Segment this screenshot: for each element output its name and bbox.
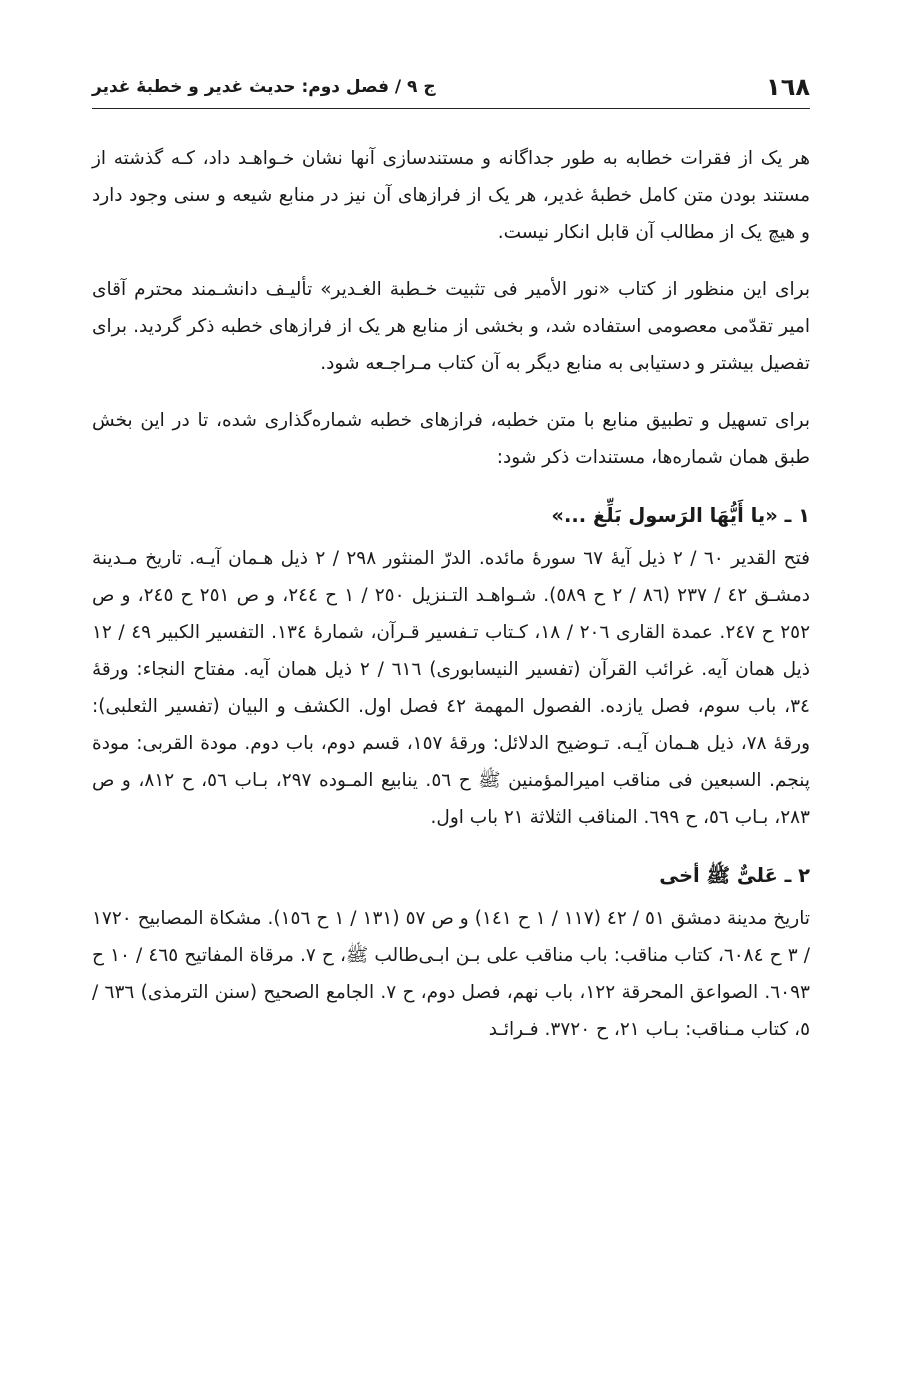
book-page bbox=[92, 0, 810, 1390]
page-number: ١٦٨ bbox=[766, 73, 810, 101]
paragraph: هر یک از فقرات خطابه به طور جداگانه و مستندسازی آنها نشان خـواهـد داد، کـه گذشته از مستند بودن متن کامل خطبهٔ غدیر، هر یک از فرازهای آن نیز در منابع شیعه و سنی وجود دارد و هیچ یک از مطالب آن قابل انکار نیست. bbox=[92, 148, 810, 243]
section-heading: ١ ـ «یا أَیُّهَا الرَسول بَلِّغ ...» bbox=[551, 504, 810, 527]
page-body bbox=[92, 140, 810, 1068]
section-heading: ٢ ـ عَلیٌّ ﷺ أخی bbox=[659, 864, 810, 887]
reference-list: تاریخ مدینة دمشق ٥١ / ٤٢ (١١٧ / ١ ح ١٤١) و ص ٥٧ (١٣١ / ١ ح ١٥٦). مشکاة المصابیح ١٧٢٠ / ٣ ح ٦٠٨٤، کتاب مناقب: باب مناقب علی بـن ابـی‌طالب ﷺ، ح ٧. مرقاة المفاتیح ٤٦٥ / ١٠ ح ٦٠٩٣. الصواعق المحرقة ١٢٢، باب نهم، فصل دوم، ح ٧. الجامع الصحیح (سنن الترمذی) ٦٣٦ / ٥، کتاب مـناقب: بـاب ٢١، ح ٣٧٢٠. فـرائـد bbox=[92, 908, 811, 1040]
paragraph: برای این منظور از کتاب «نور الأمیر فی تثبیت خـطبة الغـدیر» تألیـف دانشـمند محترم آقای امیر تقدّمی معصومی استفاده شد، و بخشی از منابع هر یک از فرازهای خطبه ذکر گردید. برای تفصیل بیشتر و دستیابی به منابع دیگر به آن کتاب مـراجـعه شود. bbox=[92, 279, 810, 374]
page-header bbox=[92, 70, 810, 109]
reference-list: فتح القدیر ٦٠ / ٢ ذیل آیهٔ ٦٧ سورهٔ مائده. الدرّ المنثور ٢٩٨ / ٢ ذیل هـمان آیـه. تاریخ مـدینة دمشـق ٤٢ / ٢٣٧ (٨٦ / ٢ ح ٥٨٩). شـواهـد التـنزیل ٢٥٠ / ١ ح ٢٤٤، و ص ٢٥١ ح ٢٤٥، و ص ٢٥٢ ح ٢٤٧. عمدة القاری ٢٠٦ / ١٨، کـتاب تـفسیر قـرآن، شمارهٔ ١٣٤. التفسیر الکبیر ٤٩ / ١٢ ذیل همان آیه. غرائب القرآن (تفسیر النیسابوری) ٦١٦ / ٢ ذیل همان آیه. مفتاح النجاء: ورقهٔ ٣٤، باب سوم، فصل یازده. الفصول المهمة ٤٢ فصل اول. الکشف و البیان (تفسیر الثعلبی): ورقهٔ ٧٨، ذیل هـمان آیـه. تـوضیح الدلائل: ورقهٔ ١٥٧، قسم دوم، باب دوم. مودة القربی: مودة پنجم. السبعین فی مناقب امیرالمؤمنین ﷺ ح ٥٦. ینابیع المـوده ٢٩٧، بـاب ٥٦، ح ٨١٢، و ص ٢٨٣، بـاب ٥٦، ح ٦٩٩. المناقب الثلاثة ٢١ باب اول. bbox=[92, 548, 811, 828]
paragraph: برای تسهیل و تطبیق منابع با متن خطبه، فرازهای خطبه شماره‌گذاری شده، تا در این بخش طبق همان شماره‌ها، مستندات ذکر شود: bbox=[92, 410, 810, 468]
running-head: ج ٩ / فصل دوم: حدیث غدیر و خطبهٔ غدیر bbox=[92, 77, 436, 97]
